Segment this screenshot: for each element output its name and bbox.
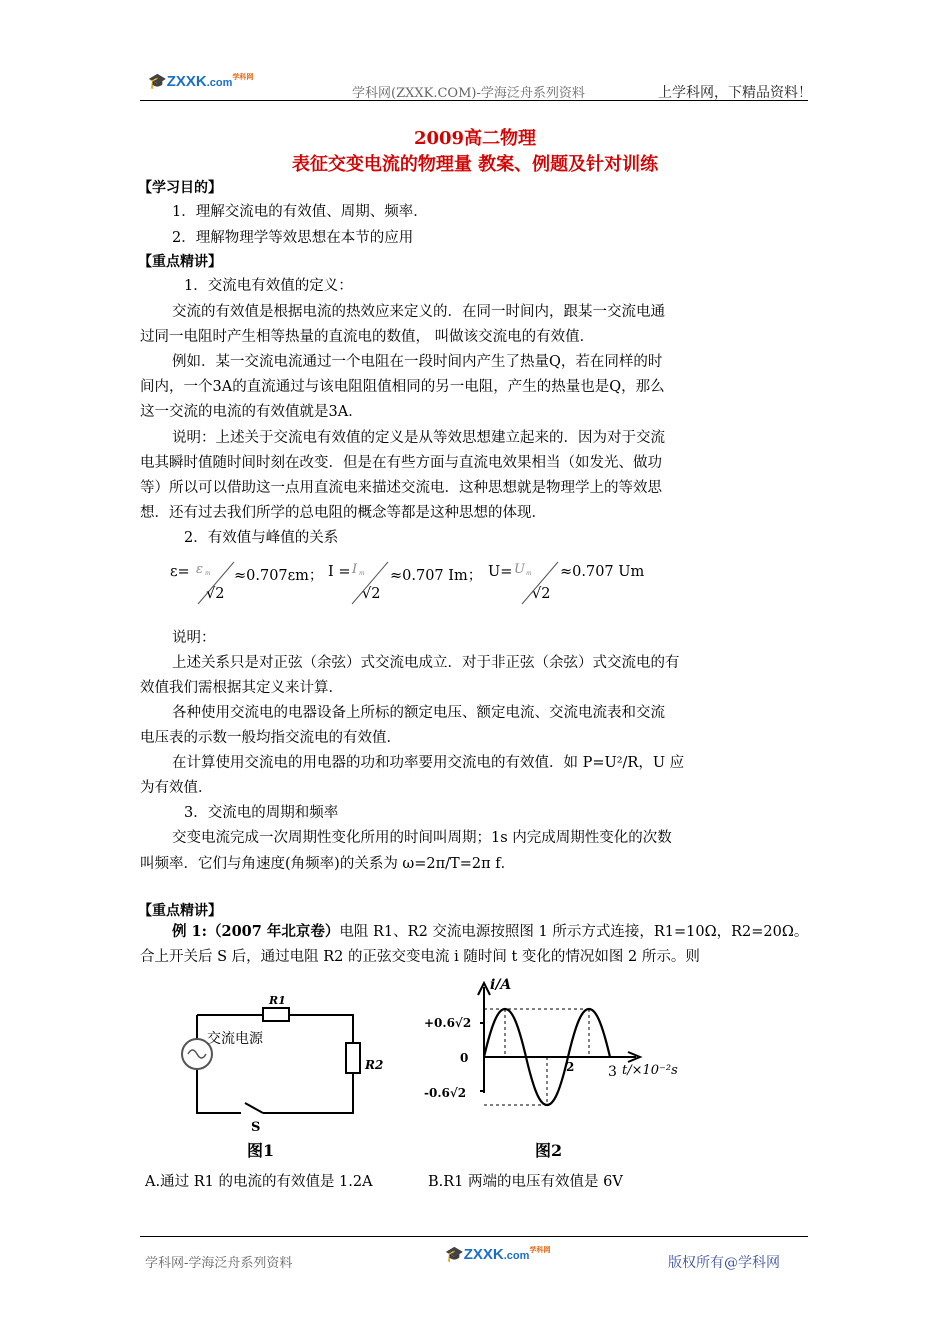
y-tick-bottom: -0.6√2 — [424, 1086, 467, 1100]
paragraph: 交变电流完成一次周期性变化所用的时间叫周期；1s 内完成周期性变化的次数 — [172, 830, 672, 846]
paragraph: 间内，一个3A的直流通过与该电阻阻值相同的另一电阻，产生的热量也是Q，那么 — [140, 379, 665, 395]
paragraph: 想．还有过去我们所学的总电阻的概念等都是这种思想的体现． — [140, 505, 546, 521]
paragraph: 交流的有效值是根据电流的热效应来定义的．在同一时间内，跟某一交流电通 — [172, 304, 665, 320]
paragraph: 说明： — [172, 630, 216, 646]
footer-logo: 🎓ZXXK.com$^{学科网}$ — [445, 1246, 551, 1263]
example-line: 例 1:（2007 年北京卷）电阻 R1、R2 交流电源按照图 1 所示方式连接，R1=10Ω，R2=20Ω。 — [172, 923, 809, 940]
footer-rule — [140, 1236, 808, 1237]
doc-title-line1: 2009高二物理 — [413, 128, 537, 149]
y-axis-label: i/A — [490, 977, 512, 993]
example-line: 合上开关后 S 后，通过电阻 R2 的正弦交变电流 i 随时间 t 变化的情况如图 2 所示。则 — [140, 949, 700, 965]
paragraph: 等）所以可以借助这一点用直流电来描述交流电．这种思想就是物理学上的等效思 — [140, 480, 662, 496]
y-tick-top: +0.6√2 — [424, 1016, 472, 1030]
paragraph: 叫频率．它们与角速度(角频率)的关系为 ω=2π/T=2π f． — [140, 856, 516, 872]
goal-item: 1．理解交流电的有效值、周期、频率． — [172, 204, 428, 220]
figure-1-circuit — [175, 985, 395, 1160]
header-rule — [140, 100, 808, 101]
y-tick-zero: 0 — [460, 1051, 469, 1065]
header-right: 上学科网，下精品资料！ — [658, 85, 812, 101]
r2-label: R2 — [365, 1058, 384, 1072]
r1-label: R1 — [269, 994, 286, 1007]
footer-left: 学科网-学海泛舟系列资料 — [145, 1256, 293, 1271]
switch-label: S — [251, 1120, 261, 1135]
paragraph: 例如．某一交流电流通过一个电阻在一段时间内产生了热量Q，若在同样的时 — [172, 354, 663, 370]
paragraph: 说明：上述关于交流电有效值的定义是从等效思想建立起来的．因为对于交流 — [172, 430, 665, 446]
paragraph: 在计算使用交流电的用电器的功和功率要用交流电的有效值．如 P=U²/R，U 应 — [172, 755, 685, 771]
footer-right: 版权所有@学科网 — [668, 1255, 780, 1271]
paragraph: 3．交流电的周期和频率 — [184, 805, 339, 821]
graduation-cap-icon: 🎓 — [148, 73, 167, 90]
option-b: B.R1 两端的电压有效值是 6V — [428, 1174, 623, 1190]
logo: 🎓ZXXK.com$^{学科网}$ — [148, 73, 254, 90]
paragraph: 1．交流电有效值的定义： — [184, 278, 353, 294]
paragraph: 过同一电阻时产生相等热量的直流电的数值， 叫做该交流电的有效值． — [140, 329, 595, 345]
paragraph: 效值我们需根据其定义来计算． — [140, 680, 343, 696]
figure-1-caption: 图1 — [247, 1141, 275, 1160]
paragraph: 上述关系只是对正弦（余弦）式交流电成立．对于非正弦（余弦）式交流电的有 — [172, 655, 680, 671]
key-heading: 【重点精讲】 — [138, 254, 222, 270]
paragraph: 电其瞬时值随时间时刻在改变．但是在有些方面与直流电效果相当（如发光、做功 — [140, 455, 662, 471]
header-center: 学科网(ZXXK.COM)-学海泛舟系列资料 — [352, 86, 585, 101]
source-label: 交流电源 — [207, 1031, 263, 1047]
figure-2-graph — [420, 975, 690, 1160]
formula-row: ε= ε m √2 ≈0.707εm； I = I m √2 ≈0.707 Im； U= U m √2 ≈0.707 Um — [170, 562, 645, 602]
goal-item: 2．理解物理学等效思想在本节的应用 — [172, 230, 414, 246]
doc-title-line2: 表征交变电流的物理量 教案、例题及针对训练 — [291, 154, 659, 175]
figure-2-caption: 图2 — [535, 1141, 563, 1160]
graduation-cap-icon: 🎓 — [445, 1246, 464, 1263]
x-tick-2: 2 — [566, 1060, 575, 1074]
paragraph: 为有效值． — [140, 780, 213, 796]
key-heading-2: 【重点精讲】 — [138, 903, 222, 919]
goal-heading: 【学习目的】 — [138, 180, 222, 196]
paragraph: 这一交流的电流的有效值就是3A． — [140, 404, 363, 420]
x-tick-3: 3 — [608, 1064, 617, 1080]
paragraph: 2．有效值与峰值的关系 — [184, 530, 339, 546]
paragraph: 电压表的示数一般均指交流电的有效值． — [140, 730, 401, 746]
option-a: A.通过 R1 的电流的有效值是 1.2A — [145, 1174, 373, 1190]
x-axis-label: t/×10⁻²s — [622, 1063, 678, 1078]
paragraph: 各种使用交流电的电器设备上所标的额定电压、额定电流、交流电流表和交流 — [172, 705, 665, 721]
